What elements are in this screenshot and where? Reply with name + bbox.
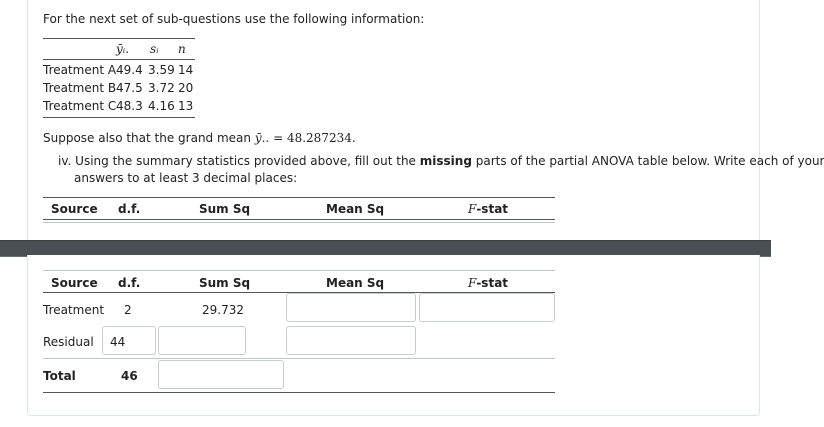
question-text-line2: answers to at least 3 decimal places: xyxy=(74,171,298,185)
summary-row-label: Treatment B xyxy=(43,81,117,95)
anova-row-residual-df-box xyxy=(102,326,156,355)
anova-header-meansq: Mean Sq xyxy=(326,202,385,216)
summary-row-label: Treatment A xyxy=(43,63,117,77)
question-part1: Using the summary statistics provided above, fill out the xyxy=(75,154,416,168)
summary-row-mean: 49.4 xyxy=(116,63,143,77)
intro-text: For the next set of sub-questions use the following information: xyxy=(43,12,425,26)
grand-mean-value: = 48.287234. xyxy=(273,131,356,145)
question-text-line1 xyxy=(58,154,824,168)
summary-table-top-rule xyxy=(43,38,195,39)
anova-row-residual-label: Residual xyxy=(43,335,94,349)
anova-header-sumsq: Sum Sq xyxy=(199,202,251,216)
grand-mean-symbol: ȳ.. xyxy=(254,131,270,145)
question-part2: parts of the partial ANOVA table below. Write each of your xyxy=(475,154,824,168)
grand-mean-sentence xyxy=(43,131,356,145)
anova-row-treatment-label: Treatment xyxy=(43,303,105,317)
anova-total-rule xyxy=(43,358,555,359)
treatment-meansq-input[interactable] xyxy=(286,293,416,322)
summary-row-label: Treatment C xyxy=(43,99,117,113)
question-emphasis: missing xyxy=(419,154,472,168)
summary-row-sd: 3.59 xyxy=(148,63,175,77)
anova-row-total-label: Total xyxy=(43,369,76,383)
anova-table-bottom-rule xyxy=(43,392,555,393)
anova-top-rule xyxy=(43,197,555,198)
summary-header-n: n xyxy=(178,42,186,56)
anova-row-total-df: 46 xyxy=(121,369,138,383)
anova-row-treatment-sumsq: 29.732 xyxy=(202,303,244,317)
treatment-fstat-input[interactable] xyxy=(419,293,555,322)
summary-row-sd: 3.72 xyxy=(148,81,175,95)
anova-header-df: d.f. xyxy=(118,276,141,290)
anova-header-source: Source xyxy=(51,276,98,290)
summary-header-mean: ȳᵢ. xyxy=(116,42,130,56)
summary-row-n: 13 xyxy=(178,99,194,113)
question-number: iv. xyxy=(58,154,72,168)
anova-header-fstat: F-stat xyxy=(468,276,509,290)
anova-header-rule xyxy=(43,219,555,220)
summary-table-mid-rule xyxy=(43,59,195,60)
summary-header-sd: sᵢ xyxy=(150,42,159,56)
total-sumsq-input[interactable] xyxy=(158,360,284,389)
anova-header-meansq: Mean Sq xyxy=(326,276,385,290)
anova-header-source: Source xyxy=(51,202,98,216)
summary-table-bottom-rule xyxy=(43,117,195,118)
anova-header-rule-light xyxy=(43,222,555,223)
summary-row-sd: 4.16 xyxy=(148,99,175,113)
anova-header-sumsq: Sum Sq xyxy=(199,276,251,290)
anova-header-fstat: F-stat xyxy=(468,202,509,216)
anova-row-residual-df: 44 xyxy=(110,335,126,349)
summary-row-mean: 48.3 xyxy=(116,99,143,113)
summary-row-mean: 47.5 xyxy=(116,81,143,95)
anova-header-df: d.f. xyxy=(118,202,141,216)
residual-meansq-input[interactable] xyxy=(286,326,416,355)
grand-mean-prefix: Suppose also that the grand mean xyxy=(43,131,252,145)
anova-table-top-rule xyxy=(43,270,555,271)
summary-row-n: 20 xyxy=(178,81,194,95)
residual-sumsq-input[interactable] xyxy=(158,326,246,355)
summary-row-n: 14 xyxy=(178,63,194,77)
anova-row-treatment-df: 2 xyxy=(124,303,132,317)
